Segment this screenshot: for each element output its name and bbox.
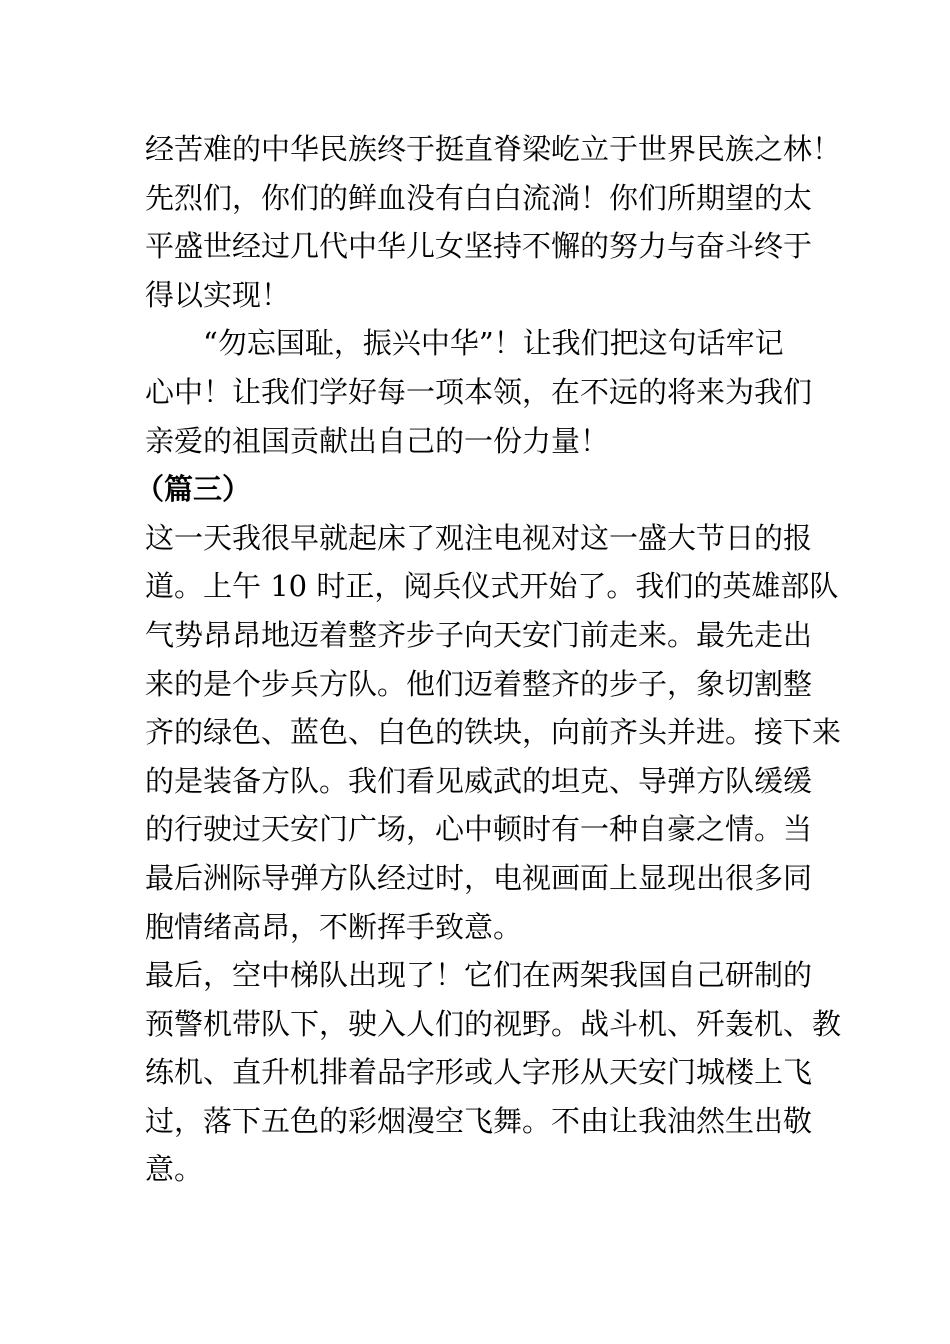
text-line: “勿忘国耻，振兴中华”！让我们把这句话牢记 xyxy=(203,326,784,361)
text-line: 过，落下五色的彩烟漫空飞舞。不由让我油然生出敬 xyxy=(145,1103,813,1138)
text-line: 练机、直升机排着品字形或人字形从天安门城楼上飞 xyxy=(145,1055,813,1090)
text-line: 气势昂昂地迈着整齐步子向天安门前走来。最先走出 xyxy=(145,617,813,652)
text-line: 最后，空中梯队出现了！它们在两架我国自己研制的 xyxy=(145,958,813,993)
text-line: 得以实现！ xyxy=(145,277,291,312)
text-line: 来的是个步兵方队。他们迈着整齐的步子，象切割整 xyxy=(145,666,813,701)
text-line: 这一天我很早就起床了观注电视对这一盛大节日的报 xyxy=(145,520,813,555)
text-line: 心中！让我们学好每一项本领，在不远的将来为我们 xyxy=(145,374,813,409)
text-line: 经苦难的中华民族终于挺直脊梁屹立于世界民族之林！ xyxy=(145,132,842,166)
text-line: 最后洲际导弹方队经过时，电视画面上显现出很多同 xyxy=(145,860,813,895)
document-body xyxy=(135,125,845,1194)
section-heading: （篇三） xyxy=(135,472,252,507)
text-line: 胞情绪高昂，不断挥手致意。 xyxy=(145,909,523,944)
text-line: 齐的绿色、蓝色、白色的铁块，向前齐头并进。接下来 xyxy=(145,715,842,750)
text-line: 的是装备方队。我们看见威武的坦克、导弹方队缓缓 xyxy=(145,763,813,798)
text-line: 先烈们，你们的鲜血没有白白流淌！你们所期望的太 xyxy=(145,180,813,215)
text-line: 道。上午 10 时正，阅兵仪式开始了。我们的英雄部队 xyxy=(145,569,839,604)
text-line: 意。 xyxy=(145,1152,204,1187)
text-line: 预警机带队下，驶入人们的视野。战斗机、歼轰机、教 xyxy=(145,1006,842,1041)
text-line: 的行驶过天安门广场，心中顿时有一种自豪之情。当 xyxy=(145,812,813,847)
text-line: 平盛世经过几代中华儿女坚持不懈的努力与奋斗终于 xyxy=(145,229,813,264)
text-line: 亲爱的祖国贡献出自己的一份力量！ xyxy=(145,423,610,458)
